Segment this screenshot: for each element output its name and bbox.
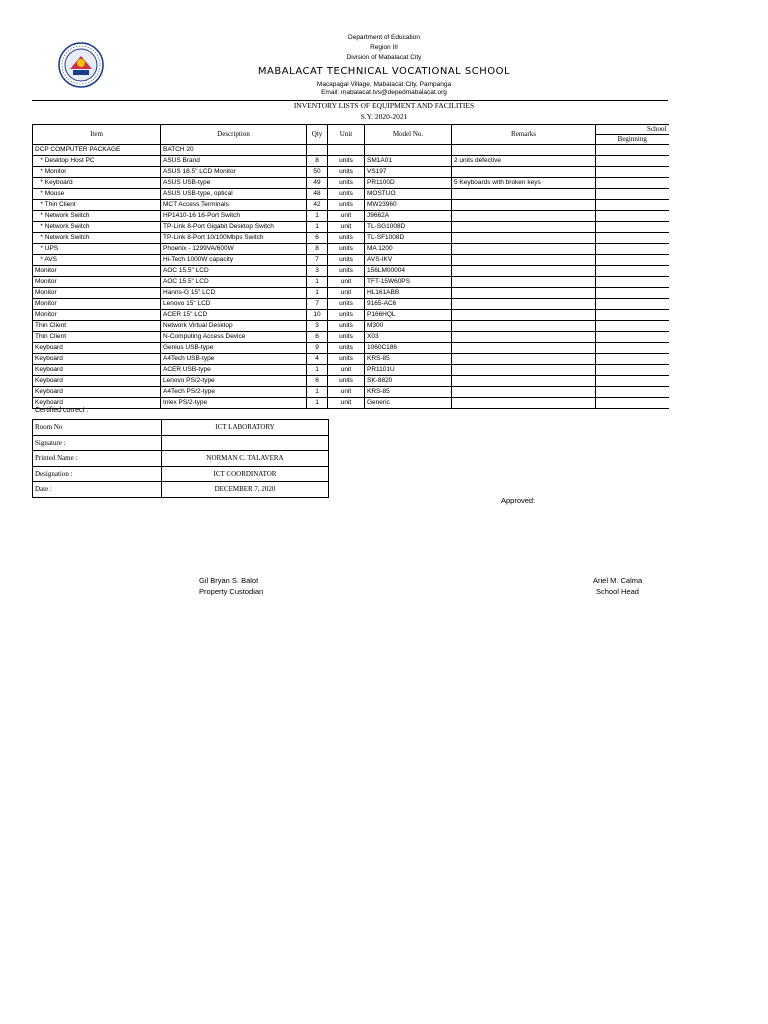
table-row (33, 145, 669, 156)
cell-unit: units (328, 343, 365, 354)
cell-qty: 1 (307, 288, 328, 299)
cell-remarks (452, 189, 596, 200)
cell-item: * Network Switch (33, 222, 161, 233)
table-row (33, 332, 669, 343)
cell-description: ACER USB-type (161, 365, 307, 376)
cell-unit (328, 145, 365, 156)
cell-item: * AVS (33, 255, 161, 266)
cell-remarks (452, 376, 596, 387)
cell-qty: 6 (307, 233, 328, 244)
cell-beginning (596, 277, 669, 288)
school-head-name: Ariel M. Calma (593, 576, 643, 585)
cell-remarks (452, 200, 596, 211)
table-row (33, 376, 669, 387)
cert-value: ICT LABORATORY (162, 420, 329, 436)
cell-model: TL-SF1008D (365, 233, 452, 244)
cell-item: Keyboard (33, 354, 161, 365)
cell-unit: units (328, 299, 365, 310)
cell-remarks (452, 255, 596, 266)
cell-description: MCT Access Terminals (161, 200, 307, 211)
cell-beginning (596, 365, 669, 376)
cert-label: Printed Name : (33, 451, 162, 467)
cert-row (33, 466, 329, 482)
cell-remarks (452, 332, 596, 343)
address-line: Macapagal Village, Mabalacat City, Pampanga (316, 81, 452, 88)
cell-model: MW23960 (365, 200, 452, 211)
cell-beginning (596, 398, 669, 409)
cell-unit: units (328, 310, 365, 321)
table-row (33, 178, 669, 189)
cell-model: 9165-AC6 (365, 299, 452, 310)
cell-model: SM1A01 (365, 156, 452, 167)
cell-item: Keyboard (33, 398, 161, 409)
region-line: Region III (370, 44, 398, 51)
cell-beginning (596, 145, 669, 156)
cell-description: ASUS 18.5" LCD Monitor (161, 167, 307, 178)
cell-model: P166HQL (365, 310, 452, 321)
cert-value: ICT COORDINATOR (162, 466, 329, 482)
cell-beginning (596, 189, 669, 200)
cell-description: Genius USB-type (161, 343, 307, 354)
cert-label: Designation : (33, 466, 162, 482)
table-row (33, 266, 669, 277)
cell-item: * Mouse (33, 189, 161, 200)
cell-beginning (596, 167, 669, 178)
cell-beginning (596, 244, 669, 255)
cell-unit: units (328, 156, 365, 167)
cell-item: Thin Client (33, 332, 161, 343)
cell-qty: 50 (307, 167, 328, 178)
cell-qty: 1 (307, 398, 328, 409)
cell-description: TP-Link 8-Port 10/100Mbps Switch (161, 233, 307, 244)
cell-unit: units (328, 376, 365, 387)
certification-table (32, 419, 329, 498)
cell-beginning (596, 299, 669, 310)
approved-label: Approved: (501, 496, 536, 505)
table-row (33, 321, 669, 332)
cell-description: AOC 15.5" LCD (161, 266, 307, 277)
col-header-qty: Qty (307, 125, 328, 145)
cell-description: HP1410-16 16-Port Switch (161, 211, 307, 222)
table-row (33, 277, 669, 288)
deped-seal-icon (58, 42, 104, 88)
cell-remarks (452, 167, 596, 178)
cell-remarks (452, 266, 596, 277)
cell-qty: 1 (307, 365, 328, 376)
cell-item: * Keyboard (33, 178, 161, 189)
cert-row (33, 482, 329, 498)
cell-model: TFT-15W60PS (365, 277, 452, 288)
cell-remarks (452, 233, 596, 244)
cell-model: SK-8820 (365, 376, 452, 387)
cell-unit: unit (328, 365, 365, 376)
cert-value: NORMAN C. TALAVERA (162, 451, 329, 467)
cell-model: M300 (365, 321, 452, 332)
cell-item: Keyboard (33, 376, 161, 387)
cell-beginning (596, 321, 669, 332)
cell-beginning (596, 343, 669, 354)
cell-description: Hi-Tech 1000W capacity (161, 255, 307, 266)
cell-description: ASUS Brand (161, 156, 307, 167)
cell-beginning (596, 222, 669, 233)
cell-remarks (452, 222, 596, 233)
cell-description: BATCH 20 (161, 145, 307, 156)
cell-model: MA 1200 (365, 244, 452, 255)
cell-beginning (596, 387, 669, 398)
table-row (33, 255, 669, 266)
email-line: Email: mabalacat.tvs@depedmabalacat.org (321, 89, 447, 96)
col-header-model: Model No. (365, 125, 452, 145)
custodian-title: Property Custodian (199, 587, 264, 596)
cell-model: VS197 (365, 167, 452, 178)
col-header-remarks: Remarks (452, 125, 596, 145)
cell-model: TL-SG1008D (365, 222, 452, 233)
cell-beginning (596, 354, 669, 365)
table-row (33, 211, 669, 222)
cell-item: Monitor (33, 266, 161, 277)
cell-beginning (596, 156, 669, 167)
cert-row (33, 420, 329, 436)
cell-beginning (596, 288, 669, 299)
cell-description: ACER 15" LCD (161, 310, 307, 321)
col-header-description: Description (161, 125, 307, 145)
cell-item: Keyboard (33, 343, 161, 354)
dept-line: Department of Education (348, 34, 420, 41)
cell-qty: 7 (307, 255, 328, 266)
school-year: S.Y. 2020-2021 (360, 112, 408, 121)
table-row (33, 299, 669, 310)
cell-unit: units (328, 189, 365, 200)
cell-qty: 3 (307, 321, 328, 332)
cell-model: PR1100D (365, 178, 452, 189)
table-row (33, 222, 669, 233)
cell-remarks (452, 244, 596, 255)
school-name: MABALACAT TECHNICAL VOCATIONAL SCHOOL (257, 66, 511, 77)
cell-remarks (452, 398, 596, 409)
cell-item: * Thin Client (33, 200, 161, 211)
cell-item: * UPS (33, 244, 161, 255)
cell-unit: units (328, 321, 365, 332)
col-header-school: School (596, 125, 669, 135)
col-header-item: Item (33, 125, 161, 145)
cell-model: HL161ABB (365, 288, 452, 299)
cell-item: Monitor (33, 277, 161, 288)
cell-qty: 1 (307, 387, 328, 398)
table-row (33, 167, 669, 178)
cell-description: Lenovo PS/2-type (161, 376, 307, 387)
cell-model: KRS-85 (365, 387, 452, 398)
cell-remarks (452, 145, 596, 156)
cell-model: KRS-85 (365, 354, 452, 365)
cell-qty: 1 (307, 211, 328, 222)
cell-description: A4Tech PS/2-type (161, 387, 307, 398)
cell-remarks (452, 310, 596, 321)
cell-qty: 4 (307, 354, 328, 365)
cell-qty: 8 (307, 156, 328, 167)
cell-unit: units (328, 244, 365, 255)
cell-beginning (596, 200, 669, 211)
col-header-beginning: Beginning (596, 135, 669, 145)
cell-unit: unit (328, 211, 365, 222)
cell-remarks (452, 365, 596, 376)
cell-item: Monitor (33, 310, 161, 321)
cell-model: J9662A (365, 211, 452, 222)
cell-description: N-Computing Access Device (161, 332, 307, 343)
cell-unit: units (328, 200, 365, 211)
table-row (33, 200, 669, 211)
cell-unit: units (328, 255, 365, 266)
cert-value (162, 435, 329, 451)
cell-unit: units (328, 266, 365, 277)
table-row (33, 365, 669, 376)
table-row (33, 398, 669, 409)
cell-description: TP-Link 8-Port Gigabit Desktop Switch (161, 222, 307, 233)
cell-beginning (596, 310, 669, 321)
cell-unit: unit (328, 222, 365, 233)
cell-beginning (596, 332, 669, 343)
school-head-title: School Head (596, 587, 639, 596)
cell-qty (307, 145, 328, 156)
cell-item: Keyboard (33, 387, 161, 398)
cell-unit: units (328, 167, 365, 178)
document-title: INVENTORY LISTS OF EQUIPMENT AND FACILITIES (293, 101, 475, 110)
cell-unit: units (328, 354, 365, 365)
cell-remarks (452, 387, 596, 398)
cell-remarks (452, 354, 596, 365)
cell-remarks (452, 211, 596, 222)
table-row (33, 156, 669, 167)
cell-qty: 8 (307, 244, 328, 255)
table-row (33, 288, 669, 299)
cell-description: Phoenix - 1299VA/600W (161, 244, 307, 255)
cell-item: Keyboard (33, 365, 161, 376)
cell-unit: unit (328, 277, 365, 288)
cell-qty: 10 (307, 310, 328, 321)
cell-qty: 42 (307, 200, 328, 211)
cell-item: Thin Client (33, 321, 161, 332)
cell-remarks (452, 321, 596, 332)
cell-item: DCP COMPUTER PACKAGE (33, 145, 161, 156)
cell-item: * Network Switch (33, 233, 161, 244)
cell-item: Monitor (33, 299, 161, 310)
cell-description: Network Virtual Desktop (161, 321, 307, 332)
cell-qty: 7 (307, 299, 328, 310)
cell-unit: units (328, 233, 365, 244)
cell-remarks (452, 288, 596, 299)
cell-item: * Desktop Host PC (33, 156, 161, 167)
cell-qty: 1 (307, 277, 328, 288)
table-row (33, 189, 669, 200)
cell-model: X03 (365, 332, 452, 343)
table-row (33, 233, 669, 244)
cell-qty: 6 (307, 376, 328, 387)
inventory-table (32, 124, 669, 409)
cell-qty: 3 (307, 266, 328, 277)
cell-beginning (596, 255, 669, 266)
cell-unit: units (328, 178, 365, 189)
cell-model: 156LM00004 (365, 266, 452, 277)
cell-item: * Monitor (33, 167, 161, 178)
cell-model: 1060C186 (365, 343, 452, 354)
certified-label: Certified correct : (35, 407, 89, 414)
table-row (33, 244, 669, 255)
cell-unit: unit (328, 398, 365, 409)
cell-qty: 9 (307, 343, 328, 354)
cert-value: DECEMBER 7, 2020 (162, 482, 329, 498)
cell-model: AVS-IKV (365, 255, 452, 266)
col-header-unit: Unit (328, 125, 365, 145)
cell-description: A4Tech USB-type (161, 354, 307, 365)
division-line: Division of Mabalacat City (346, 54, 422, 61)
cell-qty: 48 (307, 189, 328, 200)
cell-beginning (596, 376, 669, 387)
cert-row (33, 451, 329, 467)
cell-qty: 1 (307, 222, 328, 233)
cell-remarks (452, 299, 596, 310)
cell-qty: 6 (307, 332, 328, 343)
cell-model (365, 145, 452, 156)
cell-item: * Network Switch (33, 211, 161, 222)
table-row (33, 310, 669, 321)
cert-label: Date : (33, 482, 162, 498)
cell-description: Hanns-G 15" LCD (161, 288, 307, 299)
table-row (33, 354, 669, 365)
cell-remarks: 2 units defective (452, 156, 596, 167)
cell-model: PR1101U (365, 365, 452, 376)
cert-row (33, 435, 329, 451)
cell-description: AOC 15.5" LCD (161, 277, 307, 288)
cell-remarks: 5 Keyboards with broken keys (452, 178, 596, 189)
cell-beginning (596, 266, 669, 277)
cell-model: MOSTUO (365, 189, 452, 200)
table-row (33, 343, 669, 354)
cell-description: ASUS USB-type (161, 178, 307, 189)
cert-label: Room No (33, 420, 162, 436)
cell-description: Inlex PS/2-type (161, 398, 307, 409)
cell-beginning (596, 178, 669, 189)
cell-qty: 49 (307, 178, 328, 189)
cell-unit: unit (328, 288, 365, 299)
custodian-name: Gil Bryan S. Balot (199, 576, 259, 585)
cell-remarks (452, 277, 596, 288)
cell-description: ASUS USB-type, optical (161, 189, 307, 200)
cert-label: Signature : (33, 435, 162, 451)
cell-unit: units (328, 332, 365, 343)
cell-remarks (452, 343, 596, 354)
cell-unit: unit (328, 387, 365, 398)
cell-model: Generic (365, 398, 452, 409)
cell-item: Monitor (33, 288, 161, 299)
cell-beginning (596, 233, 669, 244)
cell-beginning (596, 211, 669, 222)
table-row (33, 387, 669, 398)
cell-description: Lenovo 15" LCD (161, 299, 307, 310)
